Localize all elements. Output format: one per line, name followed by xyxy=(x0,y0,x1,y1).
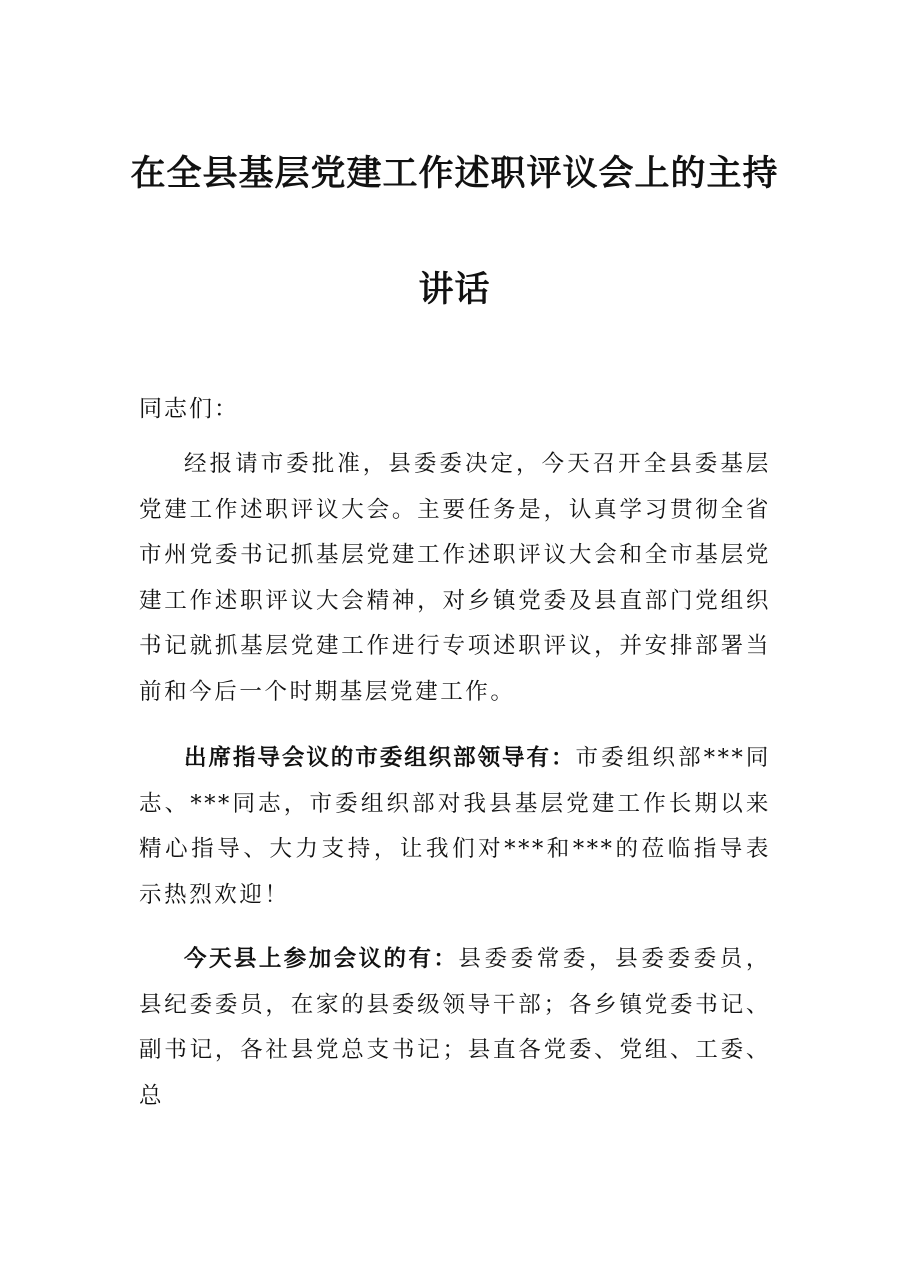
document-title-line1: 在全县基层党建工作述职评议会上的主持 xyxy=(130,154,779,194)
paragraph-attendees xyxy=(139,937,772,1109)
paragraph-attendees-lead: 今天县上参加会议的有： xyxy=(184,946,459,972)
paragraph-opening: 经报请市委批准，县委委决定，今天召开全县委基层党建工作述职评议大会。主要任务是，认真学习贯彻全省市州党委书记抓基层党建工作述职评议大会和全市基层党建工作述职评议大会精神，对乡镇党委及县直部门党组织书记就抓基层党建工作进行专项述职评议，并安排部署当前和今后一个时期基层党建工作。 xyxy=(139,451,771,705)
paragraph-leaders-body: 市委组织部***同志、***同志，市委组织部对我县基层党建工作长期以来精心指导、大力支持，让我们对***和***的莅临指导表示热烈欢迎！ xyxy=(139,745,771,908)
document-title-line2: 讲话 xyxy=(418,270,491,310)
greeting: 同志们： xyxy=(139,396,239,422)
paragraph-leaders-lead: 出席指导会议的市委组织部领导有： xyxy=(184,745,576,771)
paragraph-leaders xyxy=(139,736,771,918)
paragraph-attendees-body: 县委委常委，县委委委员，县纪委委员，在家的县委级领导干部；各乡镇党委书记、副书记，各社县党总支书记；县直各党委、党组、工委、总 xyxy=(139,946,772,1109)
